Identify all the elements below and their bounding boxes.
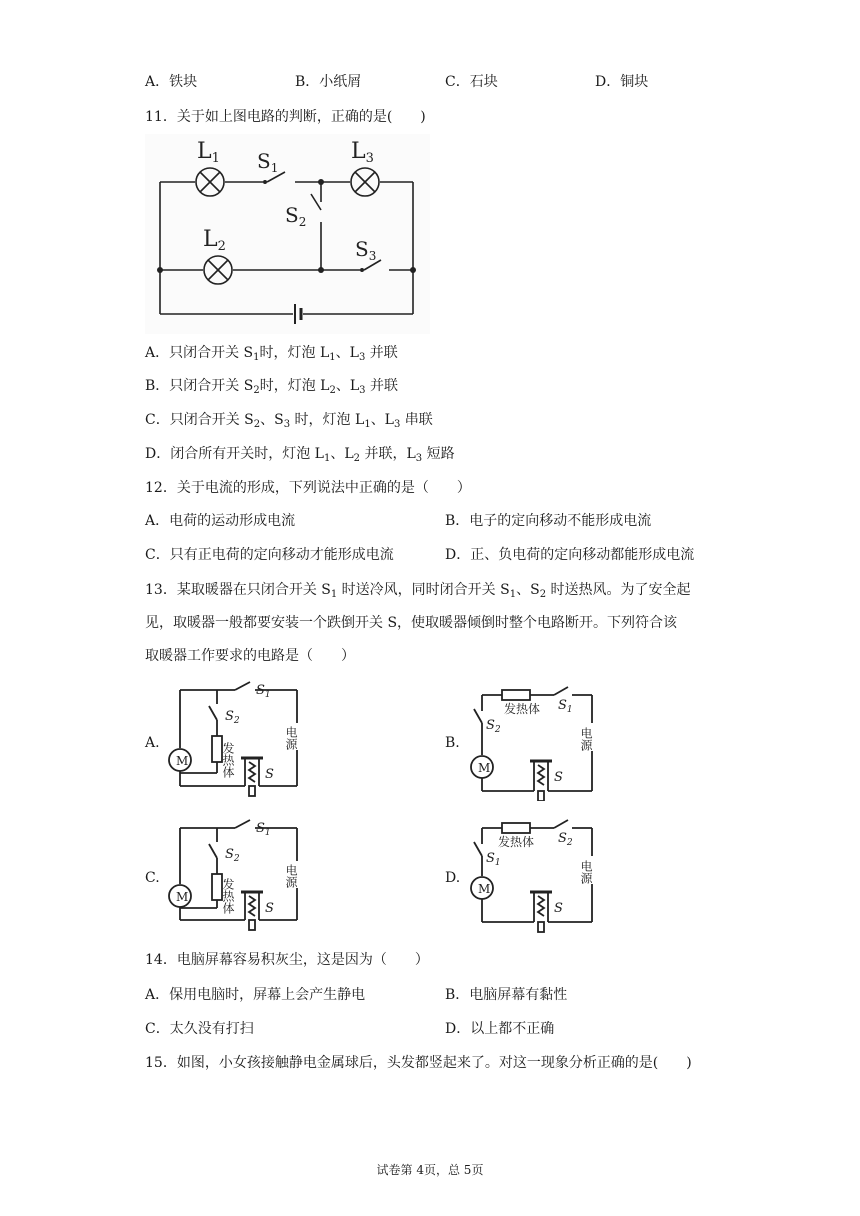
svg-text:S2: $S_2$ (225, 709, 240, 726)
svg-text:电源: 电源 (284, 726, 298, 750)
svg-text:L3: L3 (351, 139, 374, 166)
q10-option-d: D．铜块 (595, 74, 649, 90)
svg-text:M: M (176, 890, 189, 904)
q13-stem-line-3: 取暖器工作要求的电路是（ ） (145, 648, 355, 664)
svg-text:电源: 电源 (579, 860, 593, 884)
q12-stem: 12．关于电流的形成，下列说法中正确的是（ ） (145, 480, 471, 496)
svg-text:S1: $S_1$ (256, 683, 271, 700)
svg-text:发热体: 发热体 (221, 742, 235, 778)
q13-option-a-label: A. (145, 735, 160, 751)
svg-text:电源: 电源 (579, 727, 593, 751)
svg-text:S1: $S_1$ (257, 149, 279, 175)
svg-text:S1: $S_1$ (256, 821, 271, 838)
label-s2: S (285, 203, 299, 227)
q13-circuit-a (165, 678, 315, 803)
label-s1: S (257, 149, 271, 173)
q15-stem: 15．如图，小女孩接触静电金属球后，头发都竖起来了。对这一现象分析正确的是( ) (145, 1055, 692, 1071)
q11-option-d: D．闭合所有开关时，灯泡 $L_1$、$L_2$ 并联，$L_3$ 短路 (145, 446, 455, 464)
svg-text:S2: $S_2$ (558, 831, 573, 848)
svg-text:S: S (554, 901, 563, 916)
svg-text:L1: L1 (197, 139, 220, 166)
q13-option-c-label: C. (145, 870, 160, 886)
page-footer: 试卷第 4页，总 5页 (376, 1163, 484, 1177)
q13-option-d-label: D. (445, 870, 461, 886)
q13-stem-line-1: 13．某取暖器在只闭合开关 $S_1$ 时送冷风，同时闭合开关 $S_1$、$S_2$ 时送热风。为了安全起 (145, 582, 691, 600)
svg-text:发热体: 发热体 (504, 702, 541, 716)
q14-option-b: B．电脑屏幕有黏性 (445, 987, 568, 1003)
q12-option-a: A．电荷的运动形成电流 (145, 513, 296, 529)
q11-stem: 11．关于如上图电路的判断，正确的是( ) (145, 109, 426, 125)
q11-circuit-diagram (145, 134, 430, 334)
svg-text:S1: $S_1$ (486, 851, 501, 868)
q10-option-c: C．石块 (445, 74, 498, 90)
svg-text:M: M (478, 761, 491, 775)
q13-stem-line-2: 见，取暖器一般都要安装一个跌倒开关 S，使取暖器倾倒时整个电路断开。下列符合该 (145, 615, 678, 631)
svg-text:S: S (554, 770, 563, 785)
q12-option-d: D．正、负电荷的定向移动都能形成电流 (445, 547, 695, 563)
label-l1: L (197, 139, 212, 164)
svg-text:S: S (265, 901, 274, 916)
q14-stem: 14．电脑屏幕容易积灰尘，这是因为（ ） (145, 952, 429, 968)
q11-option-b: B．只闭合开关 $S_2$时，灯泡 $L_2$、$L_3$ 并联 (145, 378, 398, 396)
label-l2: L (203, 227, 218, 252)
q13-circuit-d (462, 818, 612, 936)
q14-option-d: D．以上都不正确 (445, 1021, 555, 1037)
svg-text:发热体: 发热体 (498, 835, 535, 849)
svg-text:S2: $S_2$ (285, 203, 307, 229)
q12-option-c: C．只有正电荷的定向移动才能形成电流 (145, 547, 394, 563)
q10-option-b: B．小纸屑 (295, 74, 362, 90)
svg-text:S3: $S_3$ (355, 237, 377, 263)
svg-text:S1: $S_1$ (558, 698, 573, 715)
svg-text:M: M (478, 882, 491, 896)
svg-text:L2: L2 (203, 227, 226, 254)
svg-text:M: M (176, 754, 189, 768)
svg-text:S2: $S_2$ (486, 718, 501, 735)
q14-option-c: C．太久没有打扫 (145, 1021, 254, 1037)
svg-text:S2: $S_2$ (225, 847, 240, 864)
q12-option-b: B．电子的定向移动不能形成电流 (445, 513, 652, 529)
q13-circuit-b (462, 683, 612, 801)
q14-option-a: A．保用电脑时，屏幕上会产生静电 (145, 987, 366, 1003)
q11-option-a: A．只闭合开关 $S_1$时，灯泡 $L_1$、$L_3$ 并联 (145, 345, 398, 363)
q11-option-c: C．只闭合开关 $S_2$、$S_3$ 时，灯泡 $L_1$、$L_3$ 串联 (145, 412, 433, 430)
q13-option-b-label: B. (445, 735, 460, 751)
label-s3: S (355, 237, 369, 261)
svg-text:S: S (265, 767, 274, 782)
svg-text:发热体: 发热体 (221, 878, 235, 914)
label-l3: L (351, 139, 366, 164)
svg-text:电源: 电源 (284, 864, 298, 888)
q13-circuit-c (165, 816, 315, 936)
q10-option-a: A．铁块 (145, 74, 198, 90)
